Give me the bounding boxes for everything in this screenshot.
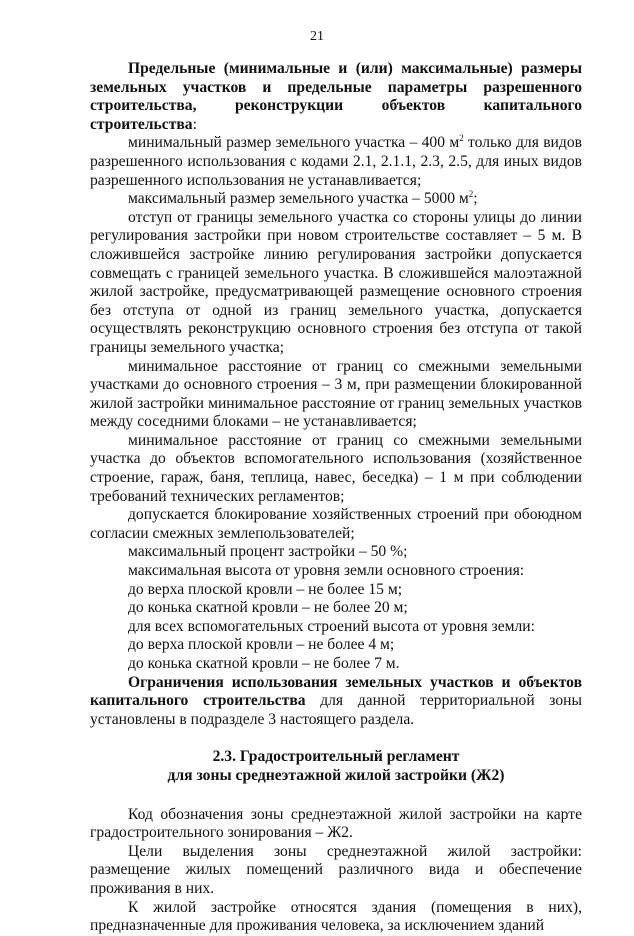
paragraph-flat-roof-main: до верха плоской кровли – не более 15 м; [128,580,403,598]
section-title-tail: : [192,115,197,133]
paragraph-max-plot-size [90,190,582,209]
page-content [90,60,582,936]
min-plot-text: минимальный размер земельного участка – 400 м [128,134,460,152]
max-plot-text: максимальный размер земельного участка – 5000 м [128,190,469,208]
paragraph-zone-goals: Цели выделения зоны среднеэтажной жилой застройки: размещение жилых помещений различного вида и обеспечение проживания в них. [90,842,582,897]
restrictions-text: для данной территориальной зоны установлены в подразделе 3 настоящего раздела. [90,692,582,728]
section-heading-line2: для зоны среднеэтажной жилой застройки (Ж2) [167,766,505,784]
max-plot-text-tail: ; [473,190,478,208]
paragraph-max-height-main: максимальная высота от уровня земли основного строения: [128,562,525,580]
section-title [90,60,582,134]
paragraph-min-distance-main: минимальное расстояние от границ со смежными земельными участками до основного строения – 3 м, при размещении блокированной жилой застройки минимальное расстояние от границ земельных участков между соседними блоками – не устанавливается; [90,357,582,431]
paragraph-pitched-roof-main: до конька скатной кровли – не более 20 м; [128,599,408,617]
paragraph-flat-roof-aux: до верха плоской кровли – не более 4 м; [128,636,395,654]
superscript: 2 [459,133,464,144]
paragraph-min-plot-size [90,134,582,190]
paragraph-max-coverage: максимальный процент застройки – 50 %; [128,543,408,561]
page-number: 21 [310,29,324,44]
paragraph-restrictions [90,674,582,730]
paragraph-blocking: допускается блокирование хозяйственных строений при обоюдном согласии смежных землепользователей; [90,506,582,542]
paragraph-pitched-roof-aux: до конька скатной кровли – не более 7 м. [128,655,400,672]
superscript: 2 [468,189,474,200]
paragraph-height-aux: для всех вспомогательных строений высота от уровня земли: [128,617,535,635]
paragraph-zone-code: Код обозначения зоны среднеэтажной жилой застройки на карте градостроительного зонирования – Ж2. [90,805,582,842]
section-title-bold: Предельные (минимальные и (или) максимальные) размеры земельных участков и предельные параметры разрешенного строительства, реконструкции объектов капитального строительства [90,60,582,133]
paragraph-setback: отступ от границы земельного участка со стороны улицы до линии регулирования застройки при новом строительстве составляет – 5 м. В сложившейся застройке линию регулирования застройки допускается совмещать с границей земельного участка. В сложившейся малоэтажной жилой застройке, предусматривающей размещение основного строения без отступа от одной из границ земельного участка, допускается осуществлять реконструкцию основного строения без отступа от такой границы земельного участка; [90,208,582,356]
section-heading-line1: 2.3. Градостроительный регламент [212,748,460,766]
min-plot-text-tail: только для видов разрешенного использования с кодами 2.1, 2.1.1, 2.3, 2.5, для иных видов разрешенного использования не устанавливается; [90,134,582,189]
paragraph-residential-definition: К жилой застройке относятся здания (помещения в них), предназначенные для проживания человека, за исключением зданий [90,898,582,935]
restrictions-bold: Ограничения использования земельных участков и объектов капитального строительства [90,673,582,710]
paragraph-min-distance-aux: минимальное расстояние от границ со смежными земельными участка до объектов вспомогательного использования (хозяйственное строение, гараж, баня, теплица, навес, беседка) – 1 м при соблюдении требований технических регламентов; [90,431,582,505]
